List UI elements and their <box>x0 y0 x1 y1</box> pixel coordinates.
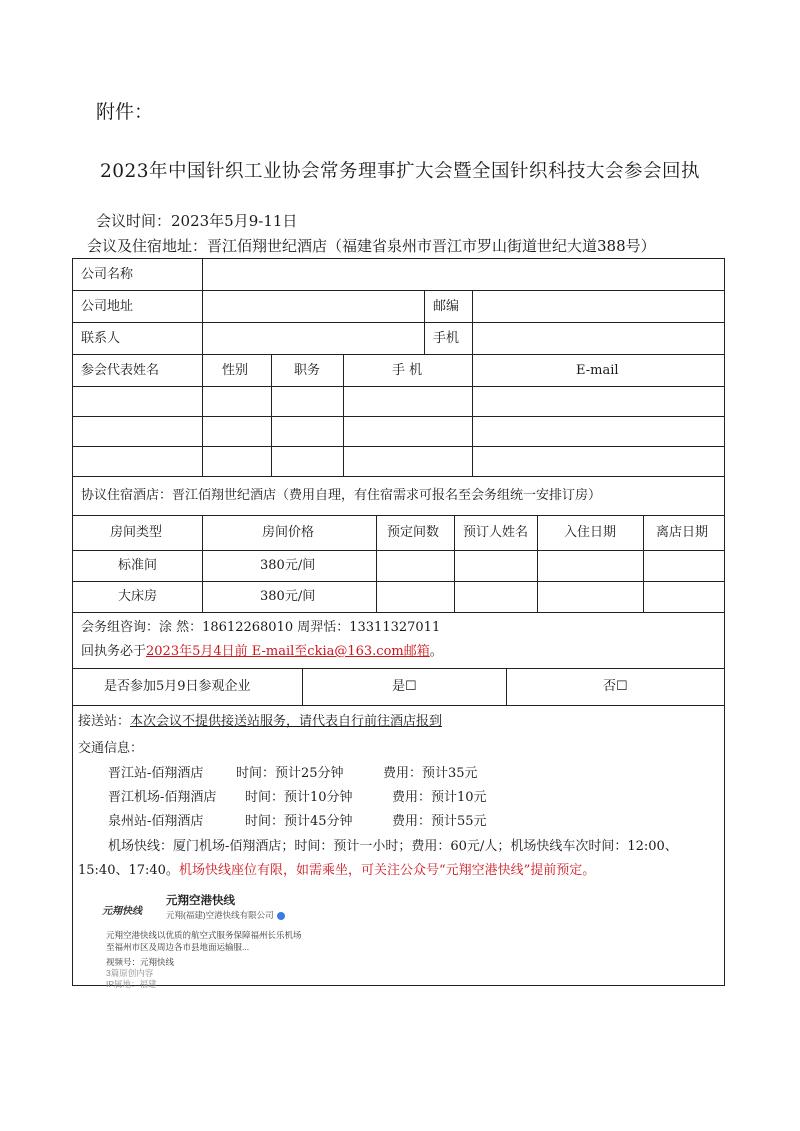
room-price-header: 房间价格 <box>262 525 315 540</box>
shuttle-label: 接送站： <box>78 714 131 729</box>
route-jinjiang-station-fee: 费用：预计35元 <box>383 766 478 781</box>
attachment-label: 附件： <box>96 101 154 123</box>
company-address-label: 公司地址 <box>81 299 134 314</box>
route-quanzhou-station-time: 时间：预计45分钟 <box>245 814 353 829</box>
route-jinjiang-station: 晋江站-佰翔酒店 <box>108 766 204 781</box>
verified-icon <box>277 912 285 920</box>
reply-deadline-line <box>81 645 443 658</box>
visit-question: 是否参加5月9日参观企业 <box>104 679 251 694</box>
route-quanzhou-station: 泉州站-佰翔酒店 <box>108 814 204 829</box>
airport-express-times: 15:40、17:40。 <box>78 863 179 878</box>
position-header: 职务 <box>294 363 321 378</box>
reply-deadline: 2023年5月4日前 E-mail至ckia@163.com邮箱 <box>146 644 430 659</box>
brand-logo: 元翔快线 <box>102 906 142 917</box>
booker-name-header: 预订人姓名 <box>463 525 529 540</box>
email-header: E-mail <box>576 363 619 378</box>
route-jinjiang-airport: 晋江机场-佰翔酒店 <box>108 790 217 805</box>
room-price-king: 380元/间 <box>260 589 316 604</box>
room-type-standard: 标准间 <box>118 558 158 573</box>
postcode-label: 邮编 <box>433 299 460 314</box>
route-jinjiang-airport-time: 时间：预计10分钟 <box>245 790 353 805</box>
organizer-contact: 会务组咨询：涂 然：18612268010 周羿恬：13311327011 <box>81 620 441 635</box>
reply-suffix: 。 <box>429 644 443 659</box>
account-company-name: 元翔(福建)空港快线有限公司 <box>166 910 274 920</box>
video-account: 视频号：元翔快线 <box>106 957 175 967</box>
room-type-header: 房间类型 <box>110 525 163 540</box>
account-name: 元翔空港快线 <box>166 895 235 907</box>
checkout-date-header: 离店日期 <box>656 525 709 540</box>
meeting-address: 会议及住宿地址：晋江佰翔世纪酒店（福建省泉州市晋江市罗山街道世纪大道388号） <box>87 237 656 255</box>
airport-express-note: 机场快线座位有限，如需乘坐，可关注公众号“元翔空港快线”提前预定。 <box>178 863 596 878</box>
delegate-name-header: 参会代表姓名 <box>81 363 160 378</box>
airport-express-line2 <box>78 864 595 877</box>
route-quanzhou-station-fee: 费用：预计55元 <box>392 814 487 829</box>
visit-yes-checkbox[interactable]: 是☐ <box>392 679 417 694</box>
airport-express-line1: 机场快线：厦门机场-佰翔酒店；时间：预计一小时；费用：60元/人；机场快线车次时间：12:00、 <box>108 839 678 854</box>
contact-person-label: 联系人 <box>81 331 121 346</box>
account-description: 元翔空港快线以优质的航空式服务保障福州长乐机场至福州市区及周边各市县地面运输服... <box>106 930 302 952</box>
transport-info-label: 交通信息： <box>78 741 144 756</box>
ip-location: IP属地：福建 <box>106 979 157 989</box>
wechat-account-card[interactable] <box>96 886 306 989</box>
shuttle-text: 本次会议不提供接送站服务，请代表自行前往酒店报到 <box>130 714 443 729</box>
meeting-time: 会议时间：2023年5月9-11日 <box>96 212 298 230</box>
visit-no-checkbox[interactable]: 否☐ <box>603 679 628 694</box>
reply-prefix: 回执务必于 <box>81 644 147 659</box>
shuttle-line <box>78 715 442 728</box>
gender-header: 性别 <box>222 363 249 378</box>
booked-rooms-header: 预定间数 <box>387 525 440 540</box>
account-company <box>166 909 285 921</box>
checkin-date-header: 入住日期 <box>564 525 617 540</box>
room-type-king: 大床房 <box>118 589 158 604</box>
company-name-label: 公司名称 <box>81 267 134 282</box>
document-title: 2023年中国针织工业协会常务理事扩大会暨全国针织科技大会参会回执 <box>99 161 701 182</box>
original-articles-count: 3篇原创内容 <box>106 968 154 978</box>
mobile-label: 手机 <box>433 331 460 346</box>
room-price-standard: 380元/间 <box>260 558 316 573</box>
delegate-mobile-header: 手 机 <box>392 363 423 378</box>
route-jinjiang-airport-fee: 费用：预计10元 <box>392 790 487 805</box>
hotel-note: 协议住宿酒店：晋江佰翔世纪酒店（费用自理，有住宿需求可报名至会务组统一安排订房） <box>81 488 602 503</box>
route-jinjiang-station-time: 时间：预计25分钟 <box>236 766 344 781</box>
